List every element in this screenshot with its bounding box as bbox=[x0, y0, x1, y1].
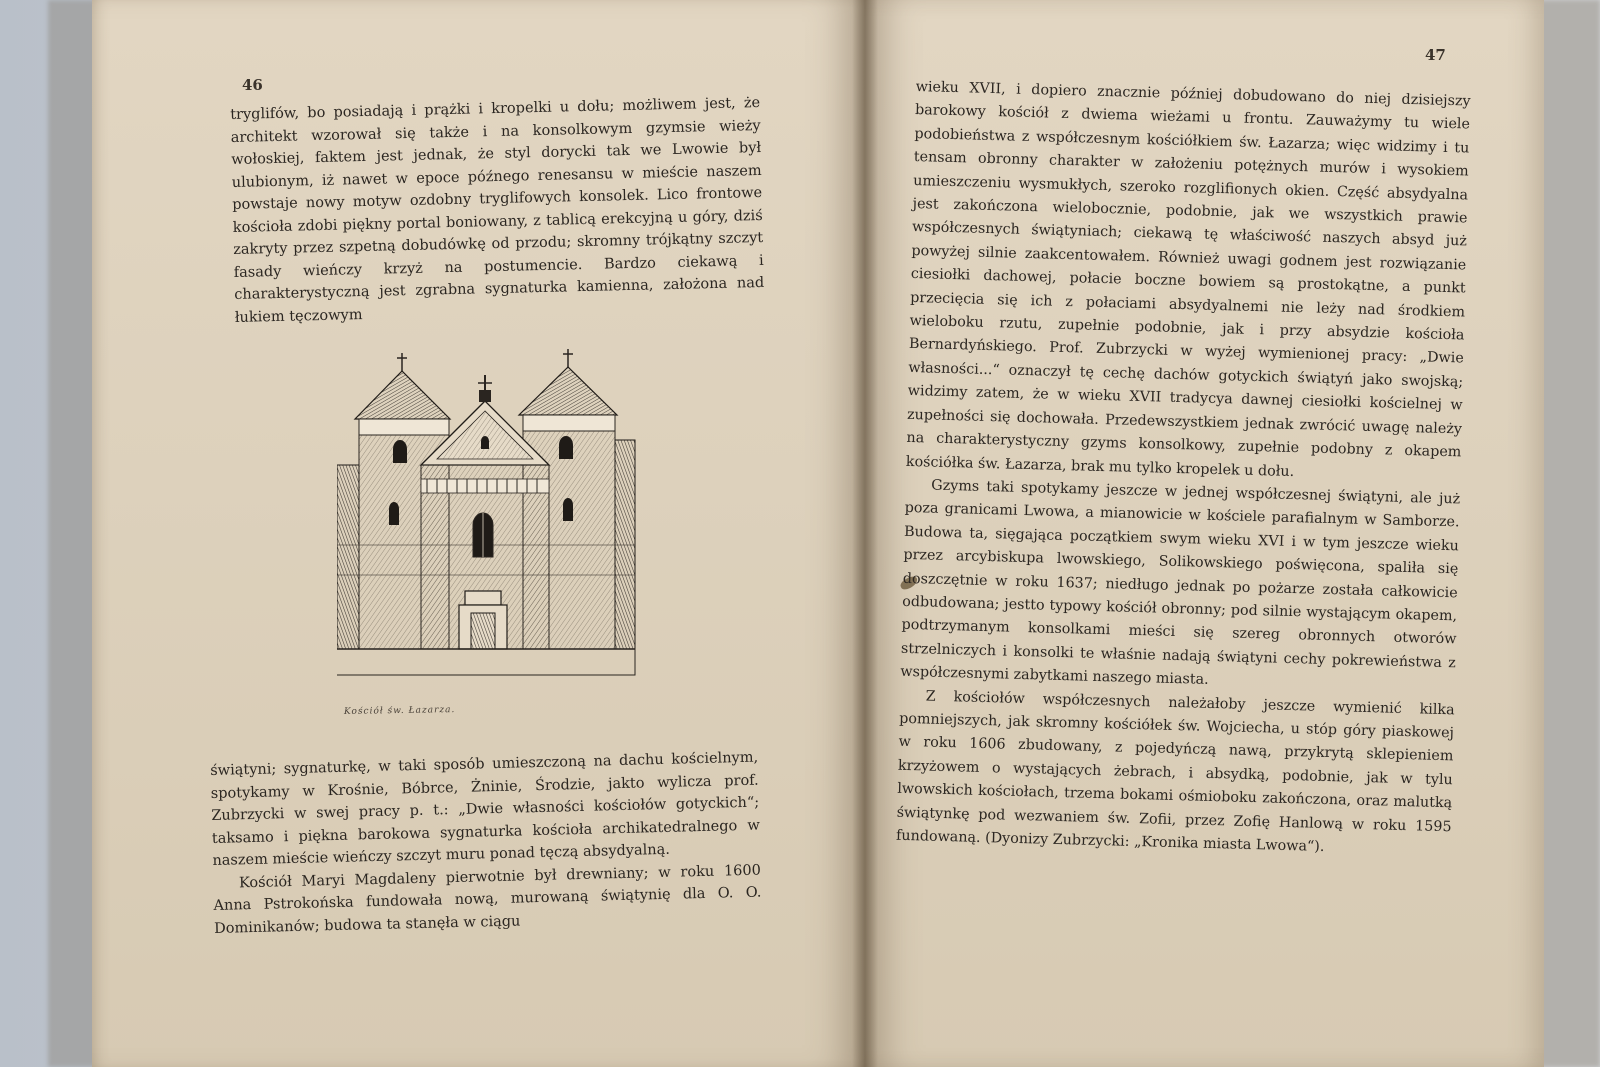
page-number-left: 46 bbox=[242, 76, 263, 94]
paragraph: Z kościołów współczesnych należałoby jeszcze wymienić kilka pomniejszych, jak skromny kościółek św. Wojciecha, u stóp góry piaskowej w roku 1606 zbudowany, z pojedyńczą nawą, przykrytą sklepieniem krzyżowem o wystających żebrach, i absydką, podobnie, jak w tylu lwowskich kościołach, trzema bokami ośmioboku zakończona, oraz malutką świątynkę pod wezwaniem św. Zofii, przez Zofię Hanlową w roku 1595 fundowaną. (Dyonizy Zubrzycki: „Kronika miasta Lwowa“). bbox=[895, 688, 1455, 855]
page-number-right: 47 bbox=[1425, 46, 1446, 64]
right-page bbox=[864, 0, 1544, 1067]
left-page bbox=[92, 0, 864, 1067]
paragraph: tryglifów, bo posiadają i prążki i kropelki u dołu; możliwem jest, że architekt wzorował się także i na konsolkowym gzymsie wieży wołoskiej, faktem jest jednak, że styl dorycki tak we Lwowie był ulubionym, iż nawet w epoce późnego renesansu w mieście naszem powstaje nowy motyw ozdobny tryglifowych konsolek. Lico frontowe kościoła zdobi piękny portal boniowany, z tablicą erekcyjną u góry, dziś zakryty przez szpetną dobudówkę od przodu; skromny trójkątny szczyt fasady wieńczy krzyż na postumencie. Bardzo ciekawą i charakterystyczną jest zgrabna sygnaturka kamienna, założona nad łukiem tęczowym bbox=[230, 94, 765, 326]
church-drawing bbox=[337, 345, 647, 705]
right-page-text bbox=[896, 76, 1471, 863]
left-page-text-bottom bbox=[210, 747, 762, 940]
figure-caption: Kościół św. Łazarza. bbox=[343, 705, 456, 717]
paragraph: wieku XVII, i dopiero znacznie później dobudowano do niej dzisiejszy barokowy kościół z dwiema wieżami u frontu. Zauważymy tu wiele podobieństwa z współczesnym kościółkiem św. Łazarza; więc widzimy i tu tensam obronny charakter w założeniu potężnych murów i wysokiem umieszczeniu wysmukłych, szeroko rozglifionych okien. Część absydyalna jest zakończona wielobocznie, podobnie, jak we wszystkich prawie współczesnych świątyniach; ciekawą tę właściwość naszych absyd już powyżej silnie zaakcentowałem. Również uwagi godnem jest rozwiązanie ciesiołki dachowej, połacie boczne bowiem są prostokątne, a punkt przecięcia się ich z połaciami absydyalnemi nie leży nad środkiem wieloboku rzutu, zupełnie podobnie, jak i przy absydzie kościoła Bernardyńskiego. Prof. Zubrzycki w wyżej wymienionej pracy: „Dwie własności...“ oznaczył tę cechę dachów gotyckich świątyń jako swojską; widzimy zatem, że w wieku XVII tradycya dawnej ciesiołki kościelnej w zupełności się dochowała. Przedewszystkiem jednak zwrócić uwagę należy na charakterystyczny gzyms konsolkowy, zupełnie podobny z okapem kościółka św. Łazarza, brak mu tylko kropelek u dołu. bbox=[905, 78, 1471, 480]
paragraph: Kościół Maryi Magdaleny pierwotnie był drewniany; w roku 1600 Anna Pstrokońska fundowała nową, murowaną świątynię dla O. O. Dominikanów; budowa ta stanęła w ciągu bbox=[213, 862, 762, 937]
paragraph: świątyni; sygnaturkę, w taki sposób umieszczoną na dachu kościelnym, spotykamy w Krośnie, Bóbrce, Żninie, Środzie, jakto wylicza prof. Zubrzycki w swej pracy p. t.: „Dwie własności kościołów gotyckich“; taksamo i piękna barokowa sygnaturka kościoła archikatedralnego w naszem mieście wieńczy szczyt muru ponad tęczą absydyalną. bbox=[210, 749, 760, 869]
book-gutter bbox=[852, 0, 878, 1067]
church-illustration bbox=[337, 345, 647, 705]
left-page-text-top bbox=[230, 92, 765, 329]
paragraph: Gzyms taki spotykamy jeszcze w jednej współczesnej świątyni, ale już poza granicami Lwowa, a mianowicie w kościele parafialnym w Samborze. Budowa ta, sięgająca początkiem swym wieku XVI i w tym jeszcze wieku przez arcybiskupa lwowskiego, Solikowskiego poświęcona, spaliła się doszczętnie w roku 1637; niedługo jednak po pożarze została całkowicie odbudowana; jestto typowy kościół obronny; pod silnie wystającym okapem, podtrzymanym konsolkami mieści się szereg obronnych otworów strzelniczych i konsolki te właśnie nadają świątyni cechy pokrewieństwa z współczesnymi zabytkami naszego miasta. bbox=[900, 477, 1461, 689]
